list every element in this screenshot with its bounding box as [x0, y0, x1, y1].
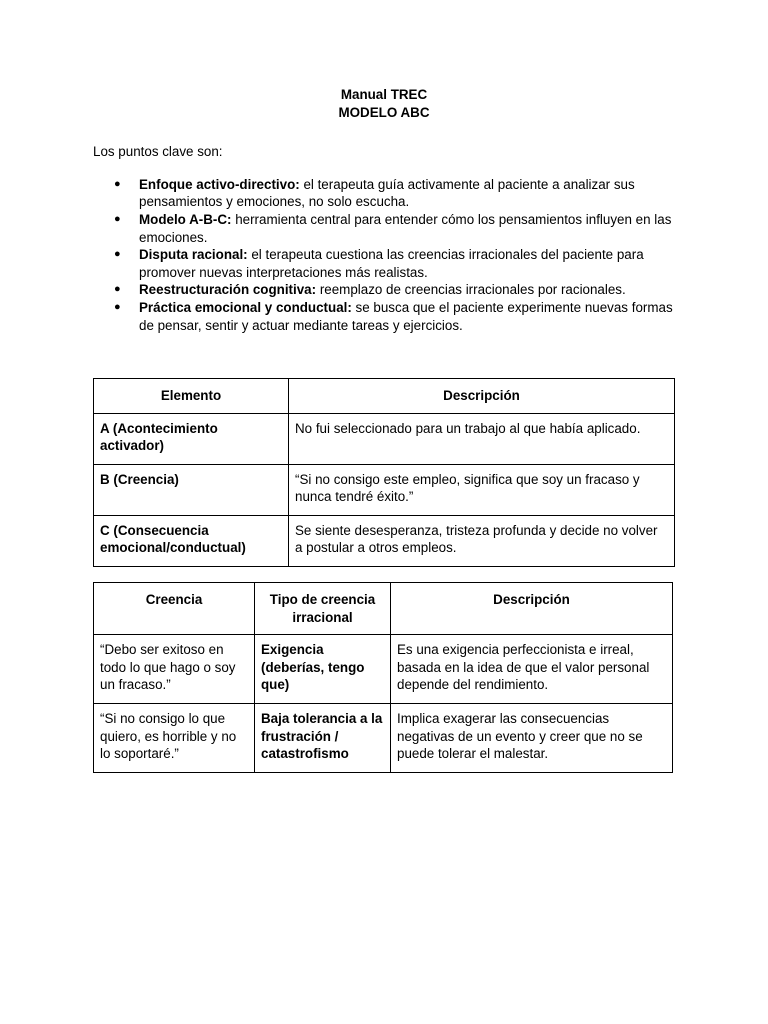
belief-cell: “Debo ser exitoso en todo lo que hago o soy un fracaso.”	[94, 635, 255, 704]
key-point-text: el terapeuta cuestiona las creencias irracionales del paciente para promover nuevas interpretaciones más realistas.	[139, 247, 644, 280]
intro-text: Los puntos clave son:	[93, 144, 223, 160]
key-point-term: Enfoque activo-directivo:	[139, 176, 300, 192]
table-row	[94, 704, 673, 773]
abc-model-table	[93, 378, 675, 567]
list-item	[93, 281, 675, 299]
column-header-tipo: Tipo de creencia irracional	[255, 583, 391, 635]
table-row	[94, 464, 675, 515]
bullet-icon: ●	[114, 300, 121, 313]
description-cell: “Si no consigo este empleo, significa que soy un fracaso y nunca tendré éxito.”	[289, 464, 675, 515]
column-header-descripcion: Descripción	[289, 379, 675, 414]
belief-type-cell: Baja tolerancia a la frustración / catastrofismo	[255, 704, 391, 773]
list-item	[93, 246, 675, 281]
description-cell: Se siente desesperanza, tristeza profunda y decide no volver a postular a otros empleos.	[289, 515, 675, 566]
description-cell: No fui seleccionado para un trabajo al que había aplicado.	[289, 413, 675, 464]
table-header-row	[94, 583, 673, 635]
key-point-term: Disputa racional:	[139, 247, 248, 263]
table-header-row	[94, 379, 675, 414]
key-point-text: el terapeuta guía activamente al paciente a analizar sus pensamientos y emociones, no solo escucha.	[139, 176, 635, 210]
list-item	[93, 211, 675, 246]
bullet-icon: ●	[114, 283, 121, 296]
bullet-icon: ●	[114, 248, 121, 261]
key-points-list	[93, 176, 675, 334]
key-point-term: Modelo A-B-C:	[139, 211, 232, 227]
bullet-icon: ●	[114, 177, 121, 190]
key-point-term: Reestructuración cognitiva:	[139, 282, 317, 298]
key-point-text: reemplazo de creencias irracionales por racionales.	[316, 282, 626, 298]
belief-type-cell: Exigencia (deberías, tengo que)	[255, 635, 391, 704]
irrational-beliefs-table	[93, 582, 673, 773]
key-point-text: se busca que el paciente experimente nuevas formas de pensar, sentir y actuar mediante tareas y ejercicios.	[139, 299, 673, 333]
table-row	[94, 413, 675, 464]
bullet-icon: ●	[114, 212, 121, 225]
table-row	[94, 515, 675, 566]
element-cell: A (Acontecimiento activador)	[94, 413, 289, 464]
column-header-elemento: Elemento	[94, 379, 289, 414]
belief-cell: “Si no consigo lo que quiero, es horrible y no lo soportaré.”	[94, 704, 255, 773]
list-item	[93, 176, 675, 211]
list-item	[93, 299, 675, 334]
description-cell: Es una exigencia perfeccionista e irreal, basada en la idea de que el valor personal depende del rendimiento.	[391, 635, 673, 704]
column-header-descripcion: Descripción	[391, 583, 673, 635]
column-header-creencia: Creencia	[94, 583, 255, 635]
key-point-text: herramienta central para entender cómo los pensamientos influyen en las emociones.	[139, 211, 672, 245]
description-cell: Implica exagerar las consecuencias negativas de un evento y creer que no se puede tolerar el malestar.	[391, 704, 673, 773]
element-cell: B (Creencia)	[94, 464, 289, 515]
element-cell: C (Consecuencia emocional/conductual)	[94, 515, 289, 566]
key-point-term: Práctica emocional y conductual:	[139, 299, 352, 315]
table-row	[94, 635, 673, 704]
document-subtitle: MODELO ABC	[338, 104, 430, 120]
document-title: Manual TREC	[340, 87, 428, 102]
document-page	[93, 86, 675, 334]
